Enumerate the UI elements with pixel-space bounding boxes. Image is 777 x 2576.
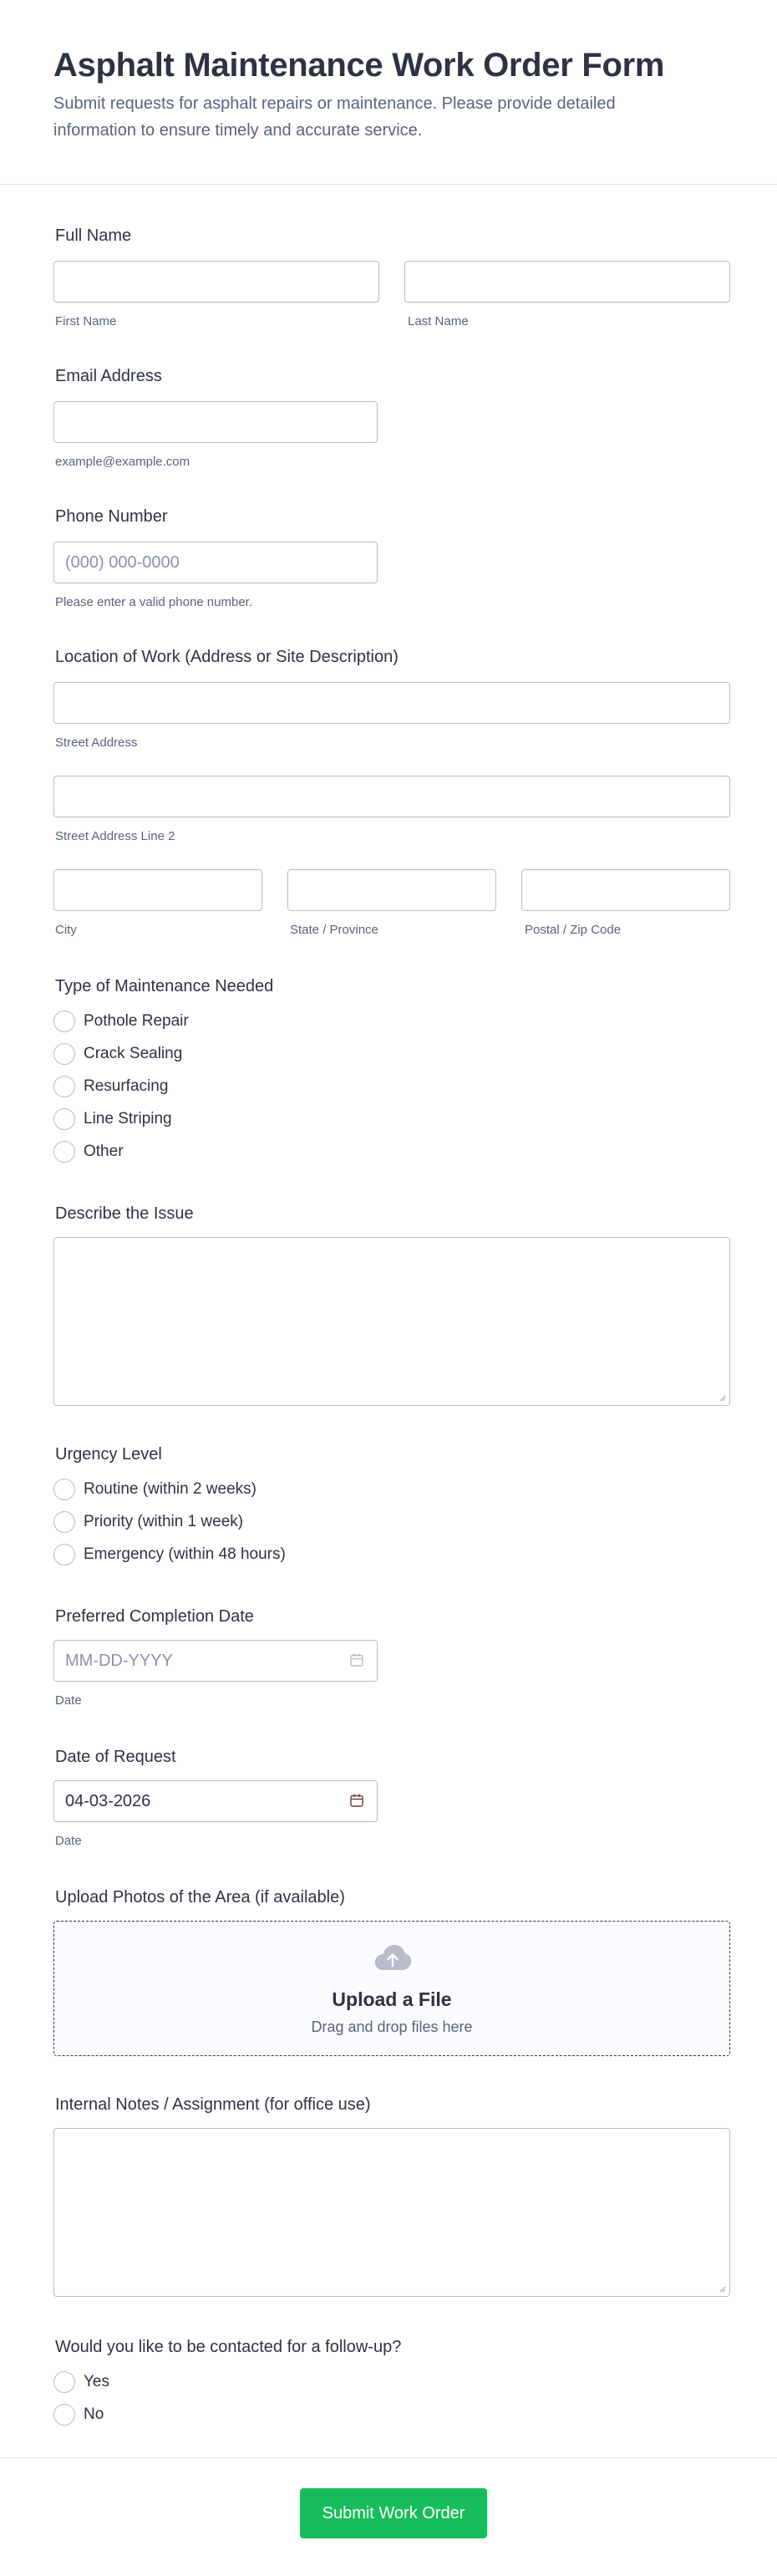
state-input[interactable]	[287, 869, 496, 911]
submit-button[interactable]: Submit Work Order	[300, 2488, 487, 2538]
form-description: Submit requests for asphalt repairs or maintenance. Please provide detailed information to ensure timely and accurate service.	[53, 94, 616, 140]
radio-button[interactable]	[53, 1511, 75, 1533]
followup-option-no[interactable]	[53, 2403, 104, 2426]
urgency-option-emergency[interactable]	[53, 1543, 286, 1566]
completion-date-field	[53, 1606, 730, 1715]
request-date-sublabel: Date	[55, 1834, 82, 1848]
maintenance-option-line-striping[interactable]	[53, 1107, 172, 1131]
maintenance-option-resurfacing[interactable]	[53, 1075, 168, 1098]
upload-field	[53, 1887, 730, 2063]
radio-button[interactable]	[53, 1043, 75, 1065]
phone-sublabel: Please enter a valid phone number.	[55, 595, 252, 609]
radio-label: Priority (within 1 week)	[84, 1513, 244, 1530]
urgency-field	[53, 1444, 730, 1570]
radio-button[interactable]	[53, 2404, 75, 2426]
request-date-input[interactable]: 04-03-2026	[53, 1780, 378, 1822]
followup-field	[53, 2337, 730, 2429]
street-address-input[interactable]	[53, 682, 730, 724]
maintenance-type-field	[53, 976, 730, 1165]
state-sublabel: State / Province	[290, 923, 378, 937]
maintenance-option-crack-sealing[interactable]	[53, 1042, 182, 1066]
city-sublabel: City	[55, 923, 77, 937]
resize-handle-icon[interactable]	[718, 2284, 726, 2293]
city-input[interactable]	[53, 869, 262, 911]
request-date-label: Date of Request	[55, 1748, 176, 1766]
last-name-sublabel: Last Name	[408, 314, 469, 328]
radio-button[interactable]	[53, 1141, 75, 1163]
phone-input[interactable]: (000) 000-0000	[53, 542, 378, 583]
calendar-icon[interactable]	[349, 1652, 364, 1667]
issue-label: Describe the Issue	[55, 1204, 194, 1223]
street-address-line2-input[interactable]	[53, 776, 730, 817]
email-field	[53, 366, 730, 475]
radio-label: Emergency (within 48 hours)	[84, 1545, 286, 1563]
email-input[interactable]	[53, 401, 378, 443]
followup-label: Would you like to be contacted for a follow-up?	[55, 2338, 402, 2356]
radio-button[interactable]	[53, 1479, 75, 1500]
zip-input[interactable]	[521, 869, 730, 911]
request-date-field	[53, 1747, 730, 1856]
radio-button[interactable]	[53, 1544, 75, 1565]
maintenance-option-pothole[interactable]	[53, 1010, 189, 1033]
maintenance-option-other[interactable]	[53, 1140, 124, 1163]
form-footer	[0, 2457, 777, 2576]
form-header	[0, 0, 777, 185]
radio-label: Routine (within 2 weeks)	[84, 1480, 256, 1498]
first-name-input[interactable]	[53, 261, 379, 303]
upload-label: Upload Photos of the Area (if available)	[55, 1888, 345, 1907]
last-name-input[interactable]	[404, 261, 730, 303]
phone-label: Phone Number	[55, 507, 168, 526]
email-sublabel: example@example.com	[55, 455, 190, 469]
street-address-line2-sublabel: Street Address Line 2	[55, 829, 175, 843]
issue-field	[53, 1204, 730, 1413]
upload-dropzone[interactable]	[53, 1921, 730, 2056]
radio-label: Yes	[84, 2373, 109, 2390]
full-name-label: Full Name	[55, 227, 132, 245]
radio-button[interactable]	[53, 1076, 75, 1097]
notes-textarea[interactable]	[53, 2128, 730, 2297]
location-field	[53, 647, 730, 948]
urgency-option-priority[interactable]	[53, 1510, 243, 1534]
followup-option-yes[interactable]	[53, 2370, 109, 2394]
radio-label: Line Striping	[84, 1110, 172, 1128]
radio-button[interactable]	[53, 1108, 75, 1130]
urgency-option-routine[interactable]	[53, 1478, 256, 1501]
street-address-sublabel: Street Address	[55, 736, 138, 750]
completion-date-input[interactable]: MM-DD-YYYY	[53, 1640, 378, 1682]
phone-field	[53, 507, 730, 615]
completion-date-sublabel: Date	[55, 1693, 82, 1708]
full-name-field	[53, 226, 730, 334]
radio-button[interactable]	[53, 2371, 75, 2393]
cloud-upload-icon	[373, 1943, 413, 1972]
resize-handle-icon[interactable]	[718, 1393, 726, 1402]
location-label: Location of Work (Address or Site Description)	[55, 648, 399, 666]
completion-date-label: Preferred Completion Date	[55, 1607, 254, 1626]
radio-label: Other	[84, 1143, 124, 1160]
notes-label: Internal Notes / Assignment (for office use)	[55, 2095, 371, 2114]
upload-title: Upload a File	[332, 1988, 452, 2010]
upload-hint: Drag and drop files here	[311, 2019, 473, 2035]
radio-label: Crack Sealing	[84, 1045, 183, 1062]
first-name-sublabel: First Name	[55, 314, 117, 328]
radio-label: No	[84, 2405, 104, 2423]
maintenance-type-label: Type of Maintenance Needed	[55, 977, 274, 995]
zip-sublabel: Postal / Zip Code	[525, 923, 622, 937]
form-title: Asphalt Maintenance Work Order Form	[53, 47, 665, 84]
radio-label: Pothole Repair	[84, 1012, 189, 1030]
urgency-label: Urgency Level	[55, 1445, 162, 1464]
calendar-icon[interactable]	[349, 1793, 364, 1808]
radio-label: Resurfacing	[84, 1077, 169, 1095]
notes-field	[53, 2095, 730, 2304]
radio-button[interactable]	[53, 1011, 75, 1032]
email-label: Email Address	[55, 367, 162, 385]
issue-textarea[interactable]	[53, 1237, 730, 1406]
